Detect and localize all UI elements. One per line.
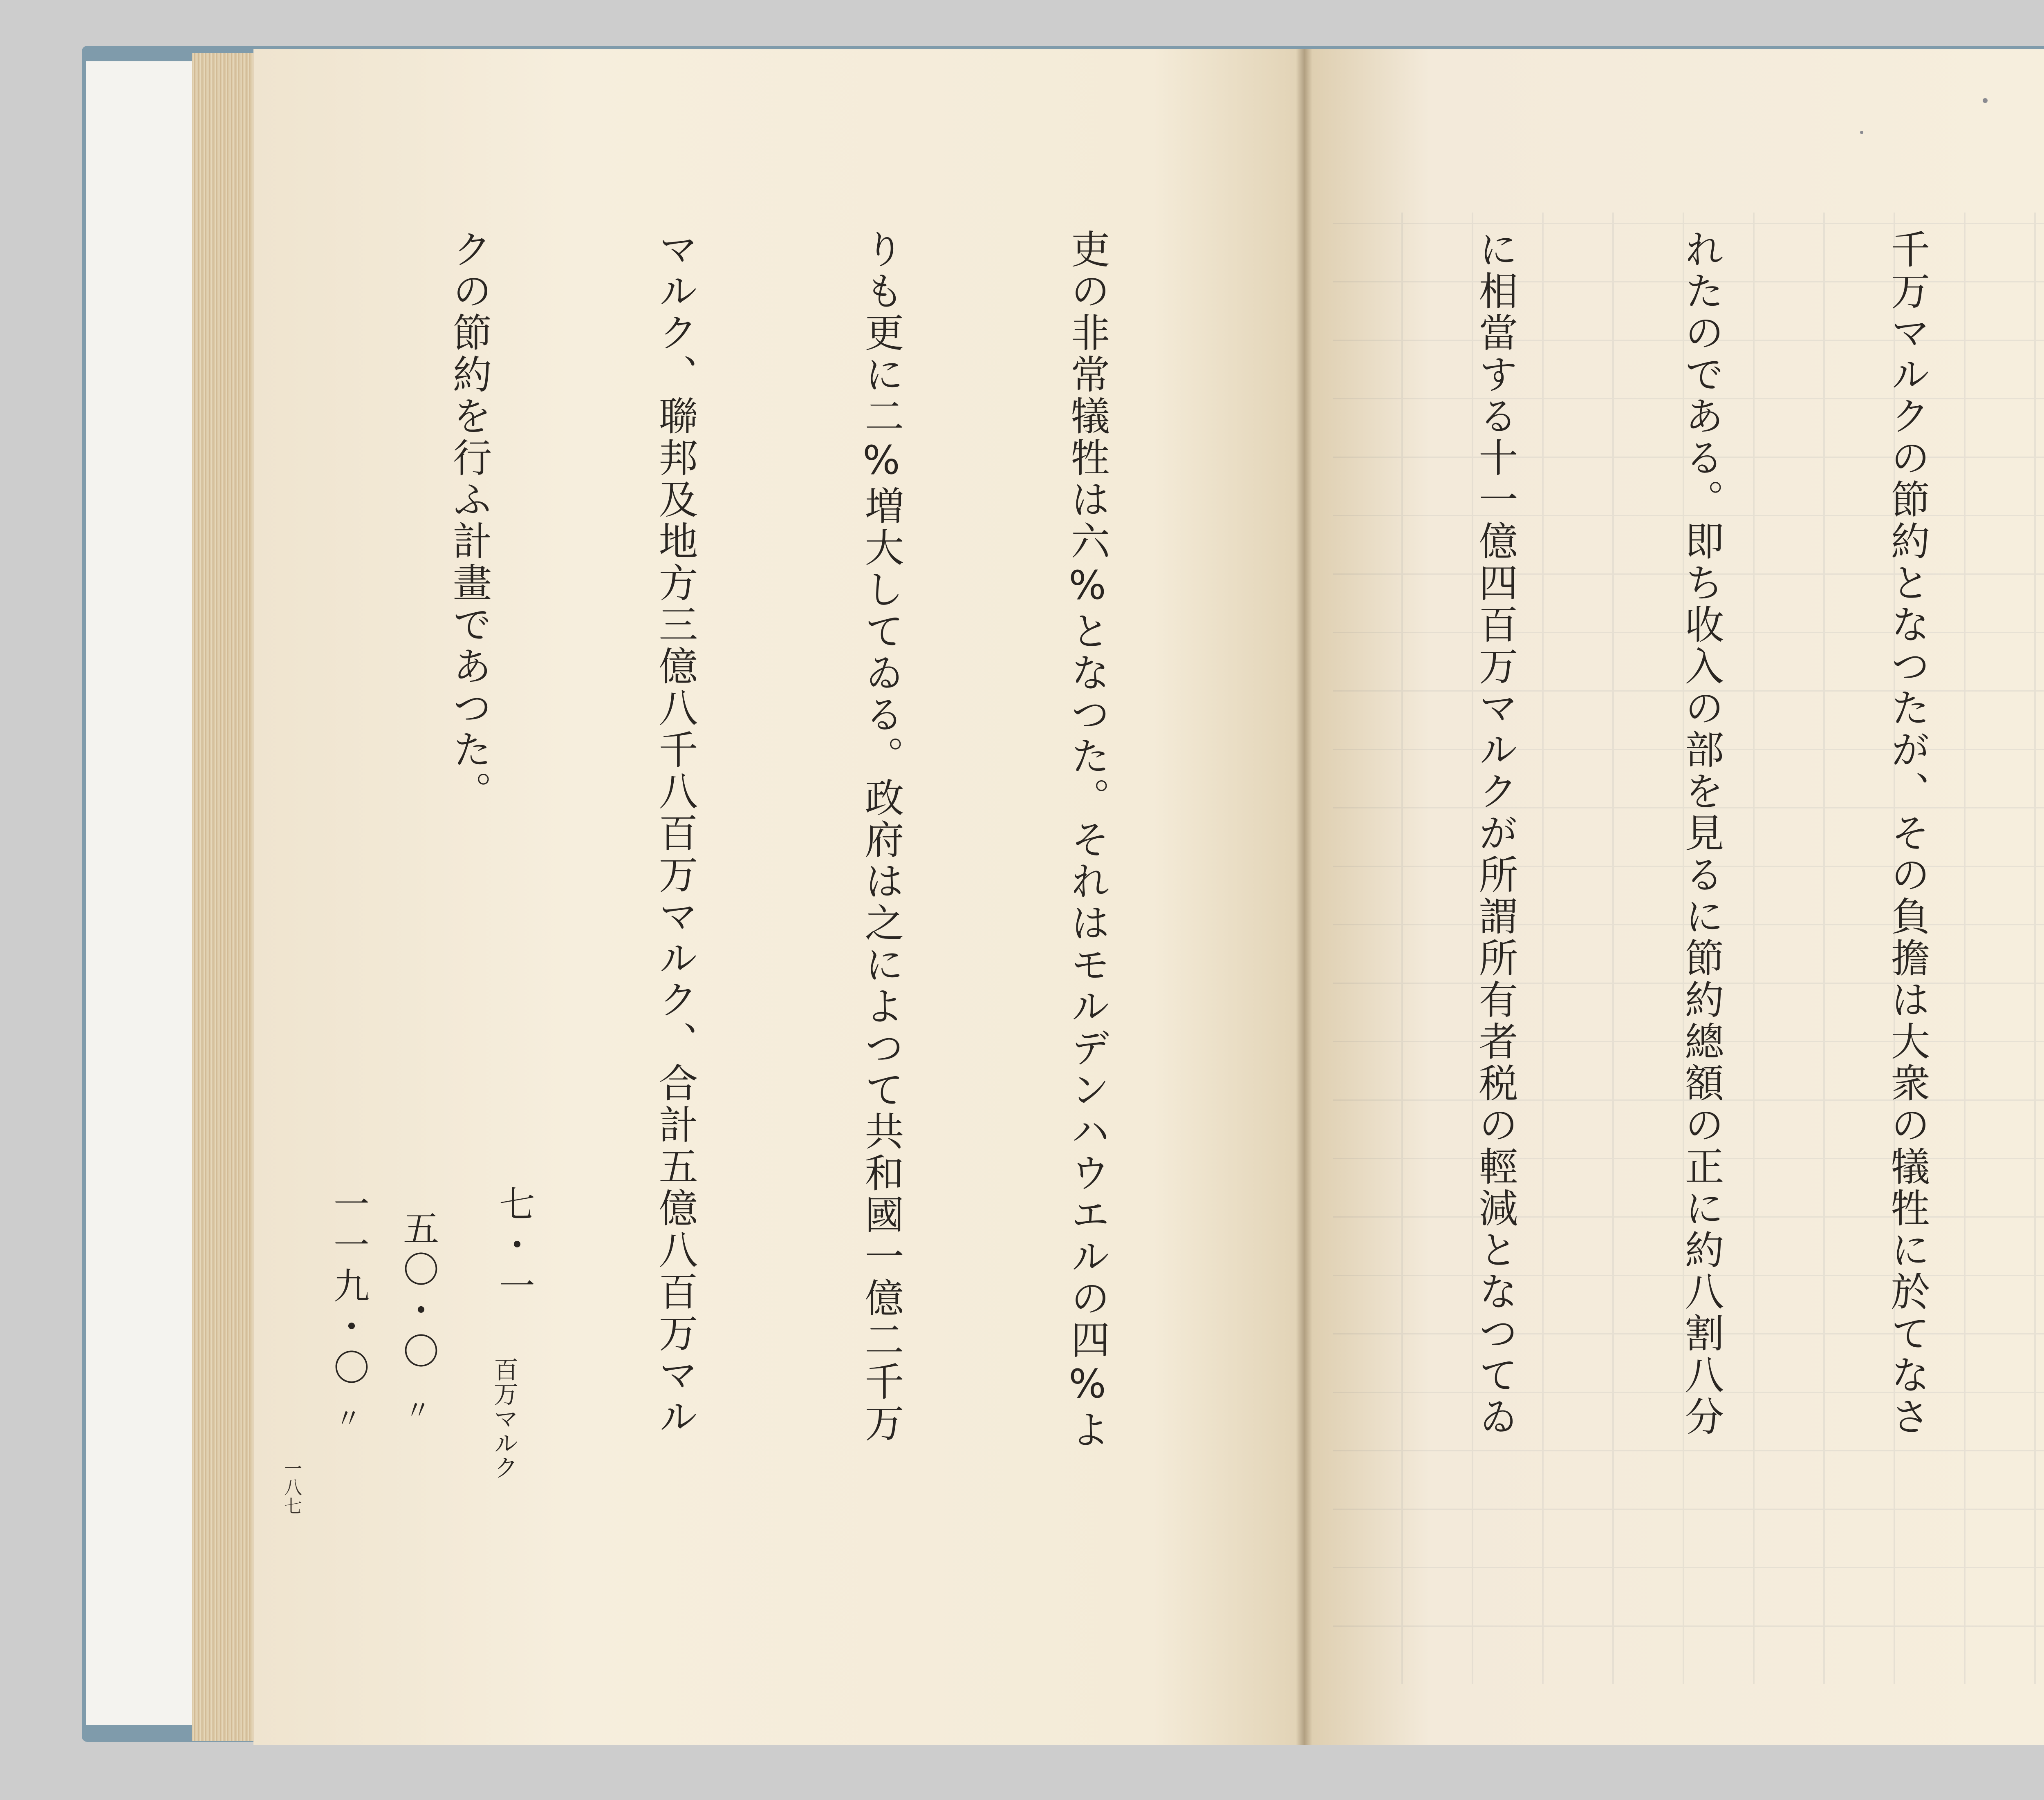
book-gutter [1296, 49, 1312, 1745]
text-line: りも更に二%増大してゐる。政府は之によつて共和國一億二千万 [858, 229, 904, 1444]
text-line: に相當する十一億四百万マルクが所謂所有者税の輕減となつてゐ [1472, 229, 1518, 1438]
text-line: マルク、聯邦及地方三億八千八百万マルク、合計五億八百万マル [652, 229, 698, 1438]
table-unit-label: 百万マルク [490, 1357, 518, 1480]
paper-speck [1860, 131, 1863, 134]
text-line: クの節約を行ふ計畫であつた。 [446, 229, 492, 813]
text-line: れたのである。即ち收入の部を見るに節約總額の正に約八割八分 [1679, 229, 1724, 1438]
left-page-text [319, 229, 1259, 1651]
ditto-mark: 〃 [405, 1396, 431, 1426]
right-page-text [1337, 229, 2044, 1651]
text-line: 千万マルクの節約となつたが、その負擔は大衆の犠牲に於てなさ [1885, 229, 1930, 1438]
table-amount: 一一九・〇 [328, 1185, 370, 1390]
table-amount: 五〇・〇 [397, 1210, 439, 1373]
paper-speck [1983, 98, 1988, 103]
text-line: 吏の非常犠牲は六%となつた。それはモルデンハウエルの四%よ [1065, 229, 1110, 1451]
page-edges-left [192, 53, 262, 1741]
table-amount: 七・一 [493, 1185, 536, 1308]
ditto-mark: 〃 [335, 1404, 361, 1434]
page-number-left: 一八七 [281, 1459, 302, 1516]
